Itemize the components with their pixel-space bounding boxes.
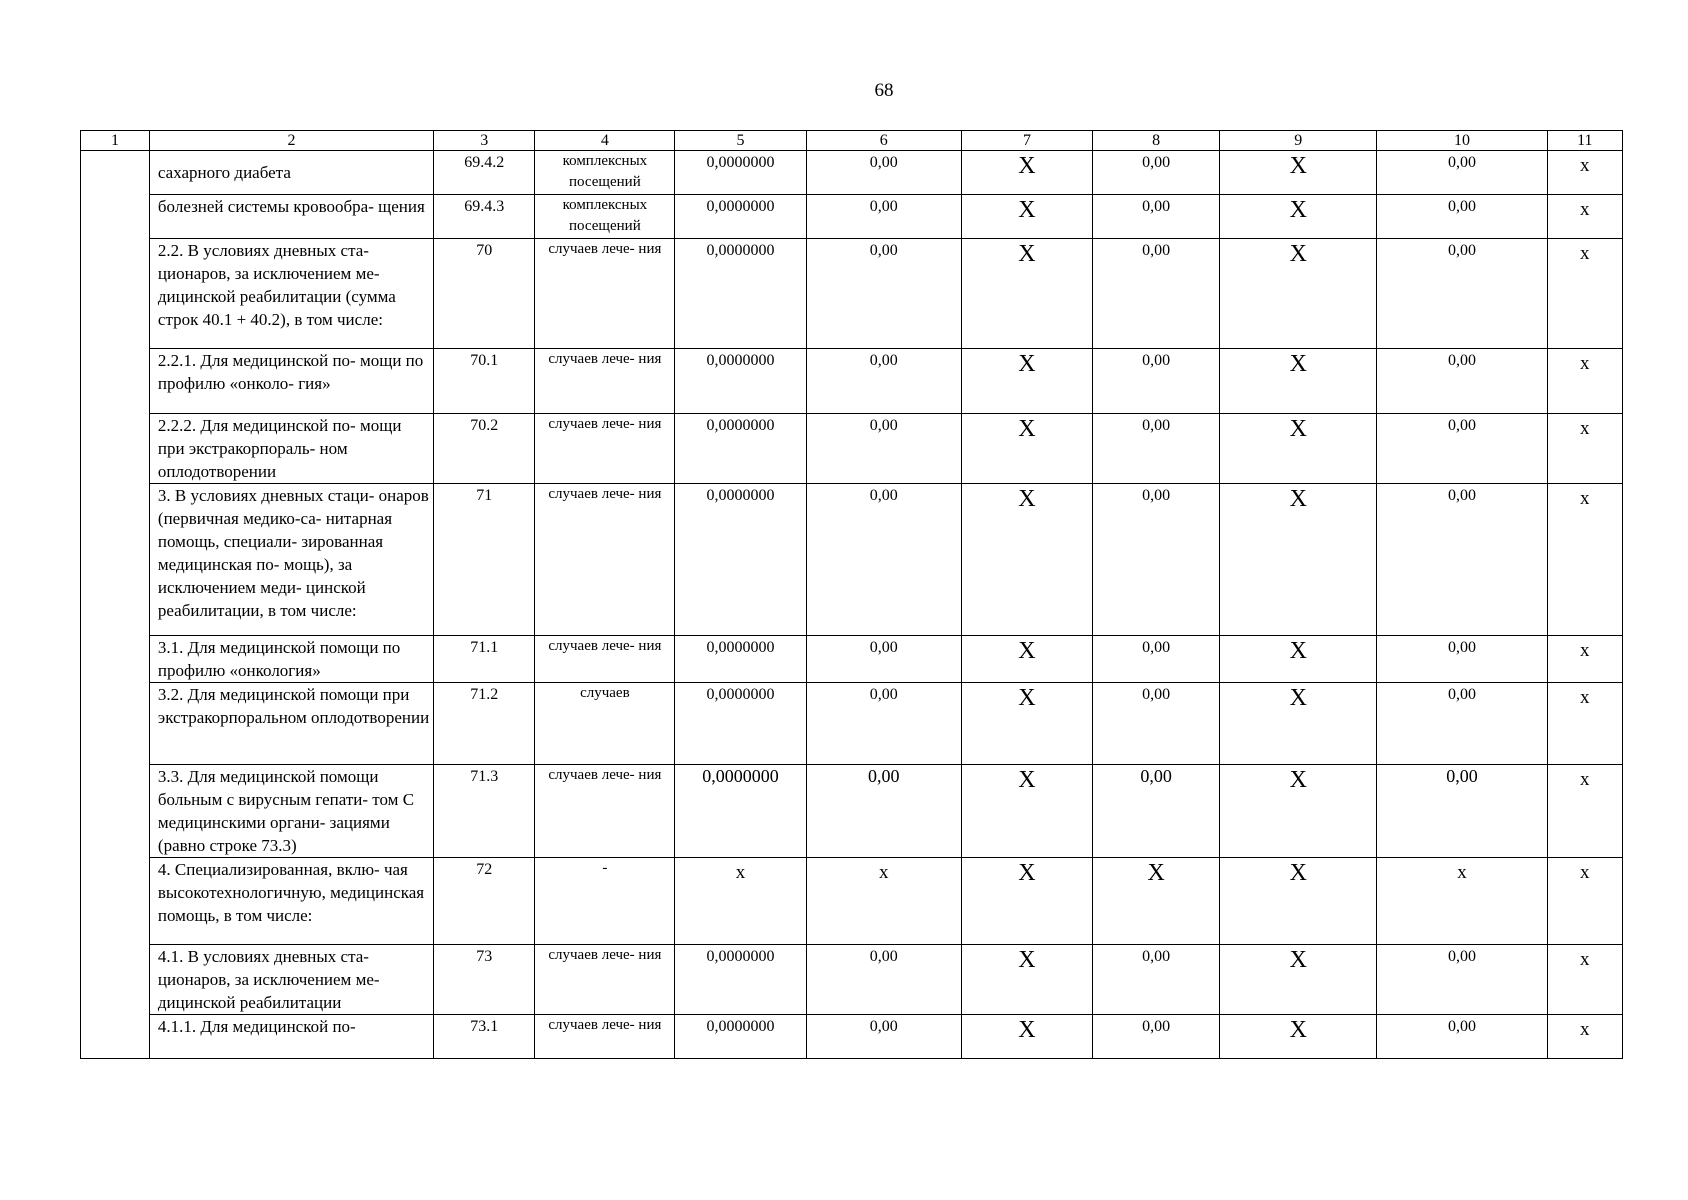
row-unit-cell: случаев лече- ния bbox=[535, 1015, 675, 1059]
row-col5-cell: 0,0000000 bbox=[675, 945, 806, 1015]
row-code-cell: 71.2 bbox=[434, 683, 535, 765]
row-col10-cell: 0,00 bbox=[1377, 239, 1547, 349]
row-code-cell: 72 bbox=[434, 858, 535, 945]
row-code-cell: 71.1 bbox=[434, 636, 535, 683]
row-col7-cell: X bbox=[961, 195, 1092, 239]
row-col10-cell: x bbox=[1377, 858, 1547, 945]
row-col6-cell: 0,00 bbox=[806, 484, 961, 636]
row-col8-cell: 0,00 bbox=[1093, 484, 1220, 636]
row-col11-cell: x bbox=[1547, 1015, 1622, 1059]
row-code-cell: 71 bbox=[434, 484, 535, 636]
row-col5-cell: x bbox=[675, 858, 806, 945]
row-col11-cell: x bbox=[1547, 239, 1622, 349]
row-col10-cell: 0,00 bbox=[1377, 683, 1547, 765]
row-unit-cell: случаев лече- ния bbox=[535, 239, 675, 349]
row-col10-cell: 0,00 bbox=[1377, 151, 1547, 195]
row-col8-cell: 0,00 bbox=[1093, 349, 1220, 414]
row-col7-cell: X bbox=[961, 239, 1092, 349]
table-row bbox=[81, 414, 1623, 484]
row-col10-cell: 0,00 bbox=[1377, 1015, 1547, 1059]
row-col7-cell: X bbox=[961, 484, 1092, 636]
row-col8-cell: 0,00 bbox=[1093, 151, 1220, 195]
column-header: 5 bbox=[675, 131, 806, 151]
row-name-cell: 2.2.1. Для медицинской по- мощи по профилю «онколо- гия» bbox=[149, 349, 433, 414]
row-col10-cell: 0,00 bbox=[1377, 195, 1547, 239]
row-col7-cell: X bbox=[961, 858, 1092, 945]
row-col9-cell: X bbox=[1220, 349, 1377, 414]
table-row bbox=[81, 239, 1623, 349]
row-unit-cell: случаев лече- ния bbox=[535, 765, 675, 858]
row-col11-cell: x bbox=[1547, 349, 1622, 414]
row-col10-cell: 0,00 bbox=[1377, 484, 1547, 636]
row-name-cell: 4.1. В условиях дневных ста- ционаров, за исключением ме- дицинской реабилитации bbox=[149, 945, 433, 1015]
row-col8-cell: 0,00 bbox=[1093, 683, 1220, 765]
row-name-cell: болезней системы кровообра- щения bbox=[149, 195, 433, 239]
row-index-cell bbox=[81, 239, 150, 349]
table-body bbox=[81, 151, 1623, 1059]
row-unit-cell: случаев лече- ния bbox=[535, 484, 675, 636]
row-name-cell: сахарного диабета bbox=[149, 151, 433, 195]
table-row bbox=[81, 195, 1623, 239]
row-col6-cell: 0,00 bbox=[806, 636, 961, 683]
column-header: 1 bbox=[81, 131, 150, 151]
row-col10-cell: 0,00 bbox=[1377, 765, 1547, 858]
row-code-cell: 69.4.3 bbox=[434, 195, 535, 239]
row-col6-cell: 0,00 bbox=[806, 1015, 961, 1059]
row-col7-cell: X bbox=[961, 349, 1092, 414]
table-row bbox=[81, 636, 1623, 683]
row-col7-cell: X bbox=[961, 636, 1092, 683]
row-col11-cell: x bbox=[1547, 151, 1622, 195]
row-col7-cell: X bbox=[961, 151, 1092, 195]
row-col11-cell: x bbox=[1547, 195, 1622, 239]
row-col8-cell: 0,00 bbox=[1093, 239, 1220, 349]
row-col8-cell: 0,00 bbox=[1093, 765, 1220, 858]
column-header: 4 bbox=[535, 131, 675, 151]
table-row bbox=[81, 683, 1623, 765]
row-name-cell: 3. В условиях дневных стаци- онаров (первичная медико-са- нитарная помощь, специали- зированная медицинская по- мощь), за исключением меди- цинской реабилитации, в том числе: bbox=[149, 484, 433, 636]
data-table bbox=[80, 130, 1623, 1059]
row-unit-cell: случаев bbox=[535, 683, 675, 765]
column-header: 11 bbox=[1547, 131, 1622, 151]
row-unit-cell: комплексных посещений bbox=[535, 151, 675, 195]
row-col9-cell: X bbox=[1220, 636, 1377, 683]
row-name-cell: 3.3. Для медицинской помощи больным с вирусным гепати- том С медицинскими органи- зациями (равно строке 73.3) bbox=[149, 765, 433, 858]
table-row bbox=[81, 151, 1623, 195]
row-col6-cell: 0,00 bbox=[806, 195, 961, 239]
row-col9-cell: X bbox=[1220, 151, 1377, 195]
row-col7-cell: X bbox=[961, 683, 1092, 765]
row-index-cell bbox=[81, 151, 150, 195]
row-col6-cell: 0,00 bbox=[806, 151, 961, 195]
column-header: 9 bbox=[1220, 131, 1377, 151]
row-col8-cell: 0,00 bbox=[1093, 945, 1220, 1015]
row-index-cell bbox=[81, 765, 150, 858]
column-header: 10 bbox=[1377, 131, 1547, 151]
row-col11-cell: x bbox=[1547, 414, 1622, 484]
row-col11-cell: x bbox=[1547, 484, 1622, 636]
column-header: 2 bbox=[149, 131, 433, 151]
row-col7-cell: X bbox=[961, 945, 1092, 1015]
row-col8-cell: 0,00 bbox=[1093, 195, 1220, 239]
row-col11-cell: x bbox=[1547, 945, 1622, 1015]
row-code-cell: 70 bbox=[434, 239, 535, 349]
row-col6-cell: 0,00 bbox=[806, 349, 961, 414]
row-col5-cell: 0,0000000 bbox=[675, 484, 806, 636]
row-col9-cell: X bbox=[1220, 683, 1377, 765]
row-col8-cell: 0,00 bbox=[1093, 414, 1220, 484]
table-row bbox=[81, 858, 1623, 945]
row-col11-cell: x bbox=[1547, 858, 1622, 945]
row-col9-cell: X bbox=[1220, 858, 1377, 945]
row-col5-cell: 0,0000000 bbox=[675, 765, 806, 858]
row-col6-cell: x bbox=[806, 858, 961, 945]
row-name-cell: 2.2.2. Для медицинской по- мощи при экстракорпораль- ном оплодотворении bbox=[149, 414, 433, 484]
row-col5-cell: 0,0000000 bbox=[675, 1015, 806, 1059]
row-col11-cell: x bbox=[1547, 683, 1622, 765]
row-col8-cell: 0,00 bbox=[1093, 1015, 1220, 1059]
row-index-cell bbox=[81, 683, 150, 765]
row-code-cell: 69.4.2 bbox=[434, 151, 535, 195]
row-col8-cell: X bbox=[1093, 858, 1220, 945]
row-index-cell bbox=[81, 945, 150, 1015]
row-name-cell: 4.1.1. Для медицинской по- bbox=[149, 1015, 433, 1059]
row-col6-cell: 0,00 bbox=[806, 765, 961, 858]
row-col6-cell: 0,00 bbox=[806, 239, 961, 349]
row-name-cell: 4. Специализированная, вклю- чая высокотехнологичную, медицинская помощь, в том числе: bbox=[149, 858, 433, 945]
row-col6-cell: 0,00 bbox=[806, 683, 961, 765]
column-header: 7 bbox=[961, 131, 1092, 151]
row-col5-cell: 0,0000000 bbox=[675, 349, 806, 414]
column-header: 8 bbox=[1093, 131, 1220, 151]
data-table-container bbox=[80, 130, 1623, 1059]
row-col11-cell: x bbox=[1547, 636, 1622, 683]
row-code-cell: 71.3 bbox=[434, 765, 535, 858]
row-col9-cell: X bbox=[1220, 765, 1377, 858]
row-col10-cell: 0,00 bbox=[1377, 636, 1547, 683]
row-col6-cell: 0,00 bbox=[806, 945, 961, 1015]
row-unit-cell: случаев лече- ния bbox=[535, 349, 675, 414]
row-col10-cell: 0,00 bbox=[1377, 414, 1547, 484]
row-index-cell bbox=[81, 195, 150, 239]
table-row bbox=[81, 765, 1623, 858]
row-index-cell bbox=[81, 1015, 150, 1059]
row-col9-cell: X bbox=[1220, 484, 1377, 636]
row-unit-cell: случаев лече- ния bbox=[535, 414, 675, 484]
row-unit-cell: случаев лече- ния bbox=[535, 945, 675, 1015]
table-row bbox=[81, 1015, 1623, 1059]
page-number: 68 bbox=[874, 80, 894, 101]
row-col8-cell: 0,00 bbox=[1093, 636, 1220, 683]
column-header: 3 bbox=[434, 131, 535, 151]
row-col5-cell: 0,0000000 bbox=[675, 195, 806, 239]
row-code-cell: 70.2 bbox=[434, 414, 535, 484]
row-code-cell: 73.1 bbox=[434, 1015, 535, 1059]
row-col10-cell: 0,00 bbox=[1377, 349, 1547, 414]
row-col7-cell: X bbox=[961, 765, 1092, 858]
table-row bbox=[81, 349, 1623, 414]
row-index-cell bbox=[81, 349, 150, 414]
row-col5-cell: 0,0000000 bbox=[675, 414, 806, 484]
table-row bbox=[81, 945, 1623, 1015]
row-index-cell bbox=[81, 484, 150, 636]
row-code-cell: 73 bbox=[434, 945, 535, 1015]
row-name-cell: 3.2. Для медицинской помощи при экстракорпоральном оплодотворении bbox=[149, 683, 433, 765]
row-col9-cell: X bbox=[1220, 945, 1377, 1015]
row-index-cell bbox=[81, 858, 150, 945]
row-index-cell bbox=[81, 414, 150, 484]
row-name-cell: 2.2. В условиях дневных ста- ционаров, за исключением ме- дицинской реабилитации (сумма строк 40.1 + 40.2), в том числе: bbox=[149, 239, 433, 349]
row-col5-cell: 0,0000000 bbox=[675, 151, 806, 195]
row-unit-cell: - bbox=[535, 858, 675, 945]
column-header: 6 bbox=[806, 131, 961, 151]
row-name-cell: 3.1. Для медицинской помощи по профилю «онкология» bbox=[149, 636, 433, 683]
row-col9-cell: X bbox=[1220, 195, 1377, 239]
row-col9-cell: X bbox=[1220, 414, 1377, 484]
row-col9-cell: X bbox=[1220, 1015, 1377, 1059]
row-col7-cell: X bbox=[961, 1015, 1092, 1059]
row-unit-cell: случаев лече- ния bbox=[535, 636, 675, 683]
row-unit-cell: комплексных посещений bbox=[535, 195, 675, 239]
row-col5-cell: 0,0000000 bbox=[675, 239, 806, 349]
row-index-cell bbox=[81, 636, 150, 683]
row-col5-cell: 0,0000000 bbox=[675, 683, 806, 765]
table-row bbox=[81, 484, 1623, 636]
row-col5-cell: 0,0000000 bbox=[675, 636, 806, 683]
row-col10-cell: 0,00 bbox=[1377, 945, 1547, 1015]
row-col6-cell: 0,00 bbox=[806, 414, 961, 484]
row-col7-cell: X bbox=[961, 414, 1092, 484]
row-code-cell: 70.1 bbox=[434, 349, 535, 414]
row-col11-cell: x bbox=[1547, 765, 1622, 858]
row-col9-cell: X bbox=[1220, 239, 1377, 349]
header-row bbox=[81, 131, 1623, 151]
